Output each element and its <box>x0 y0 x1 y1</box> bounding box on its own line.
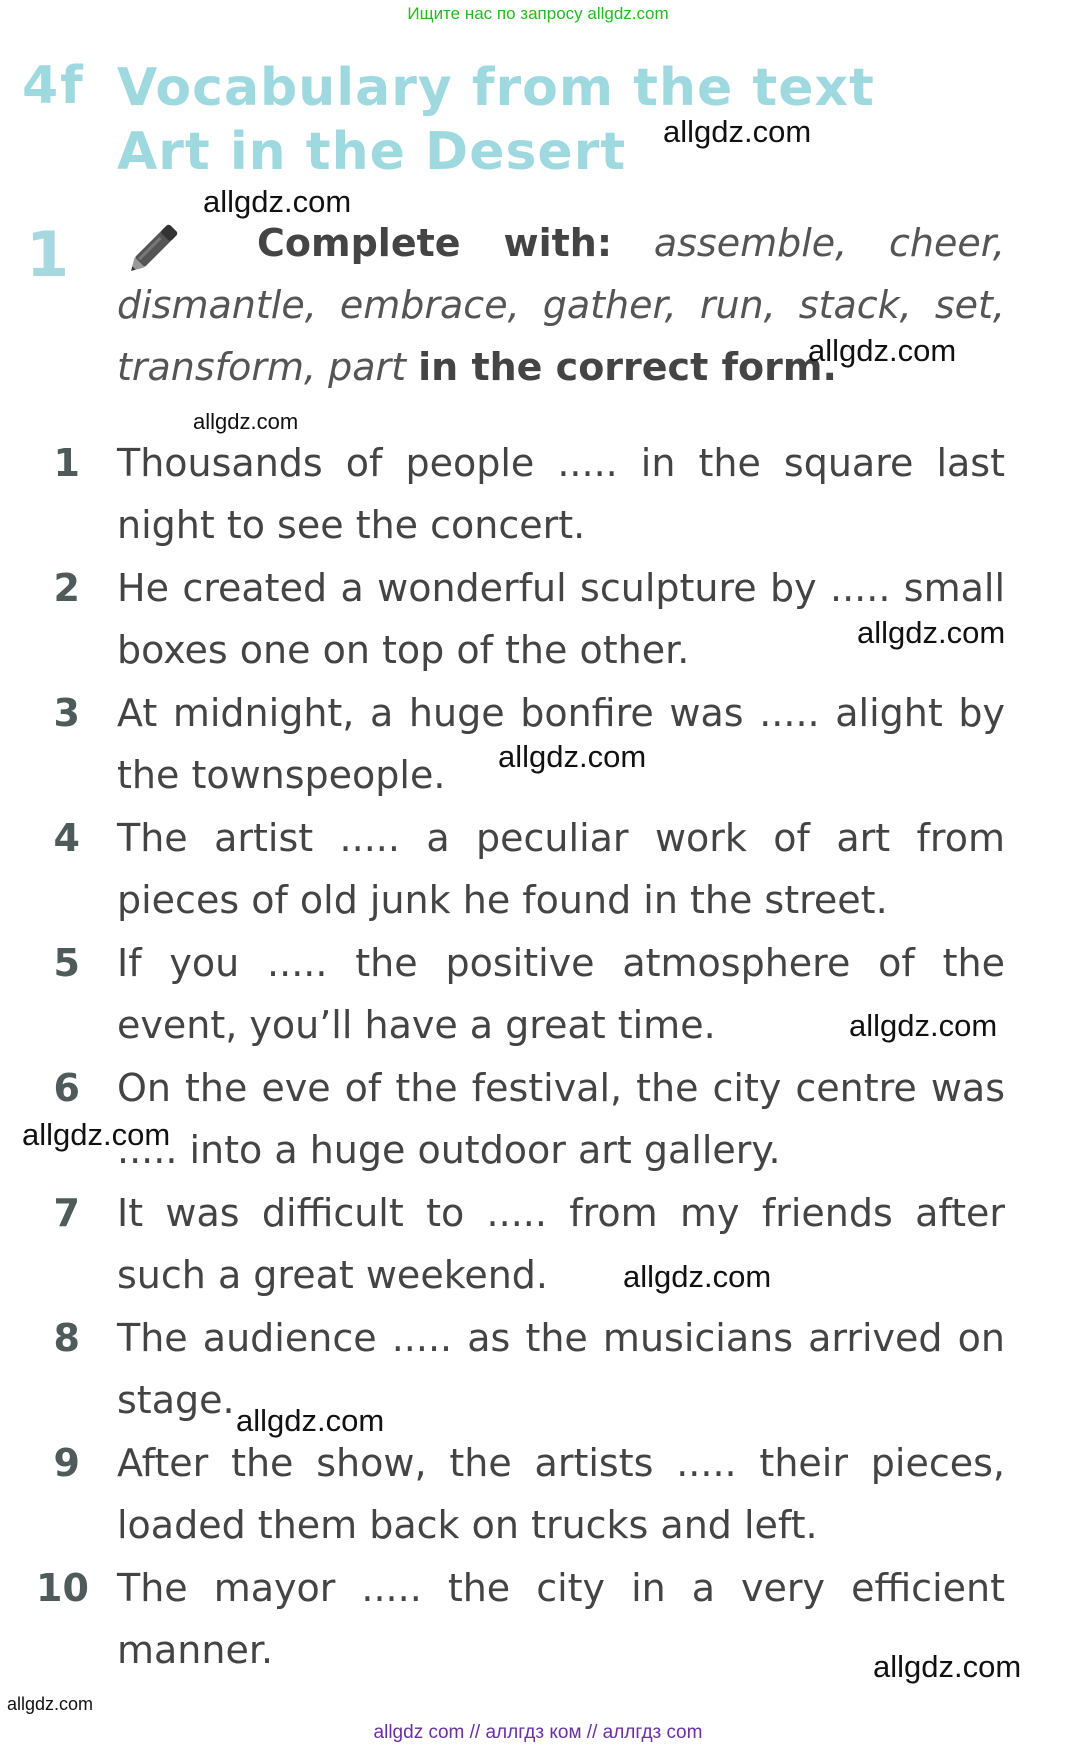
exercise-number: 1 <box>26 218 70 291</box>
item-text: Thousands of people ..... in the square last night to see the concert. <box>117 441 1005 547</box>
item-text: At midnight, a huge bonfire was ..... alight by the townspeople. <box>117 691 1005 797</box>
instruction-lead: Complete with: <box>257 221 613 265</box>
watermark: allgdz.com <box>498 739 647 774</box>
item-text: The mayor ..... the city in a very efficient manner. <box>117 1566 1005 1672</box>
exercise-item <box>0 1307 1076 1432</box>
watermark: allgdz.com <box>7 1694 94 1714</box>
instruction-words: assemble, cheer, dismantle, embrace, gather, run, stack, set, transform, part <box>117 221 1005 389</box>
watermark: allgdz.com <box>22 1117 171 1152</box>
watermark: allgdz.com <box>857 615 1006 650</box>
watermark: allgdz.com <box>873 1649 1022 1684</box>
item-text: On the eve of the festival, the city centre was ..... into a huge outdoor art gallery. <box>117 1066 1005 1172</box>
item-text: It was difficult to ..... from my friends after such a great weekend. <box>117 1191 1005 1297</box>
item-text: The artist ..... a peculiar work of art from pieces of old junk he found in the street. <box>117 816 1005 922</box>
item-text: After the show, the artists ..... their pieces, loaded them back on trucks and left. <box>117 1441 1005 1547</box>
item-number: 5 <box>53 941 80 985</box>
top-banner[interactable]: Ищите нас по запросу allgdz.com <box>407 4 669 23</box>
title-line-2: Art in the Desert <box>117 122 627 182</box>
title-line-1: Vocabulary from the text <box>117 58 875 118</box>
watermark: allgdz.com <box>623 1259 772 1294</box>
item-number: 6 <box>53 1066 80 1110</box>
item-text: The audience ..... as the musicians arrived on stage. <box>117 1316 1005 1422</box>
item-number: 10 <box>36 1566 89 1610</box>
item-number: 2 <box>53 566 80 610</box>
item-number: 4 <box>53 816 80 860</box>
watermark: allgdz.com <box>849 1008 998 1043</box>
exercise-item <box>0 1182 1076 1307</box>
item-text: He created a wonderful sculpture by ..... small boxes one on top of the other. <box>117 566 1005 672</box>
exercise-item <box>0 432 1076 557</box>
watermark: allgdz.com <box>808 333 957 368</box>
exercise-item <box>0 807 1076 932</box>
item-text: If you ..... the positive atmosphere of the event, you’ll have a great time. <box>117 941 1005 1047</box>
item-number: 3 <box>53 691 80 735</box>
watermark: allgdz.com <box>236 1403 385 1438</box>
section-number: 4f <box>22 56 85 116</box>
watermark: allgdz.com <box>663 114 812 149</box>
exercise-item <box>0 1432 1076 1557</box>
instruction-tail: in the correct form. <box>418 345 837 389</box>
watermark: allgdz.com <box>203 184 352 219</box>
item-number: 1 <box>53 441 80 485</box>
watermark: allgdz.com <box>193 409 299 434</box>
exercise-instruction <box>117 212 1005 398</box>
item-number: 8 <box>53 1316 80 1360</box>
item-number: 7 <box>53 1191 80 1235</box>
item-number: 9 <box>53 1441 80 1485</box>
footer-watermark[interactable]: allgdz com // аллгдз ком // аллгдз com <box>373 1722 703 1743</box>
